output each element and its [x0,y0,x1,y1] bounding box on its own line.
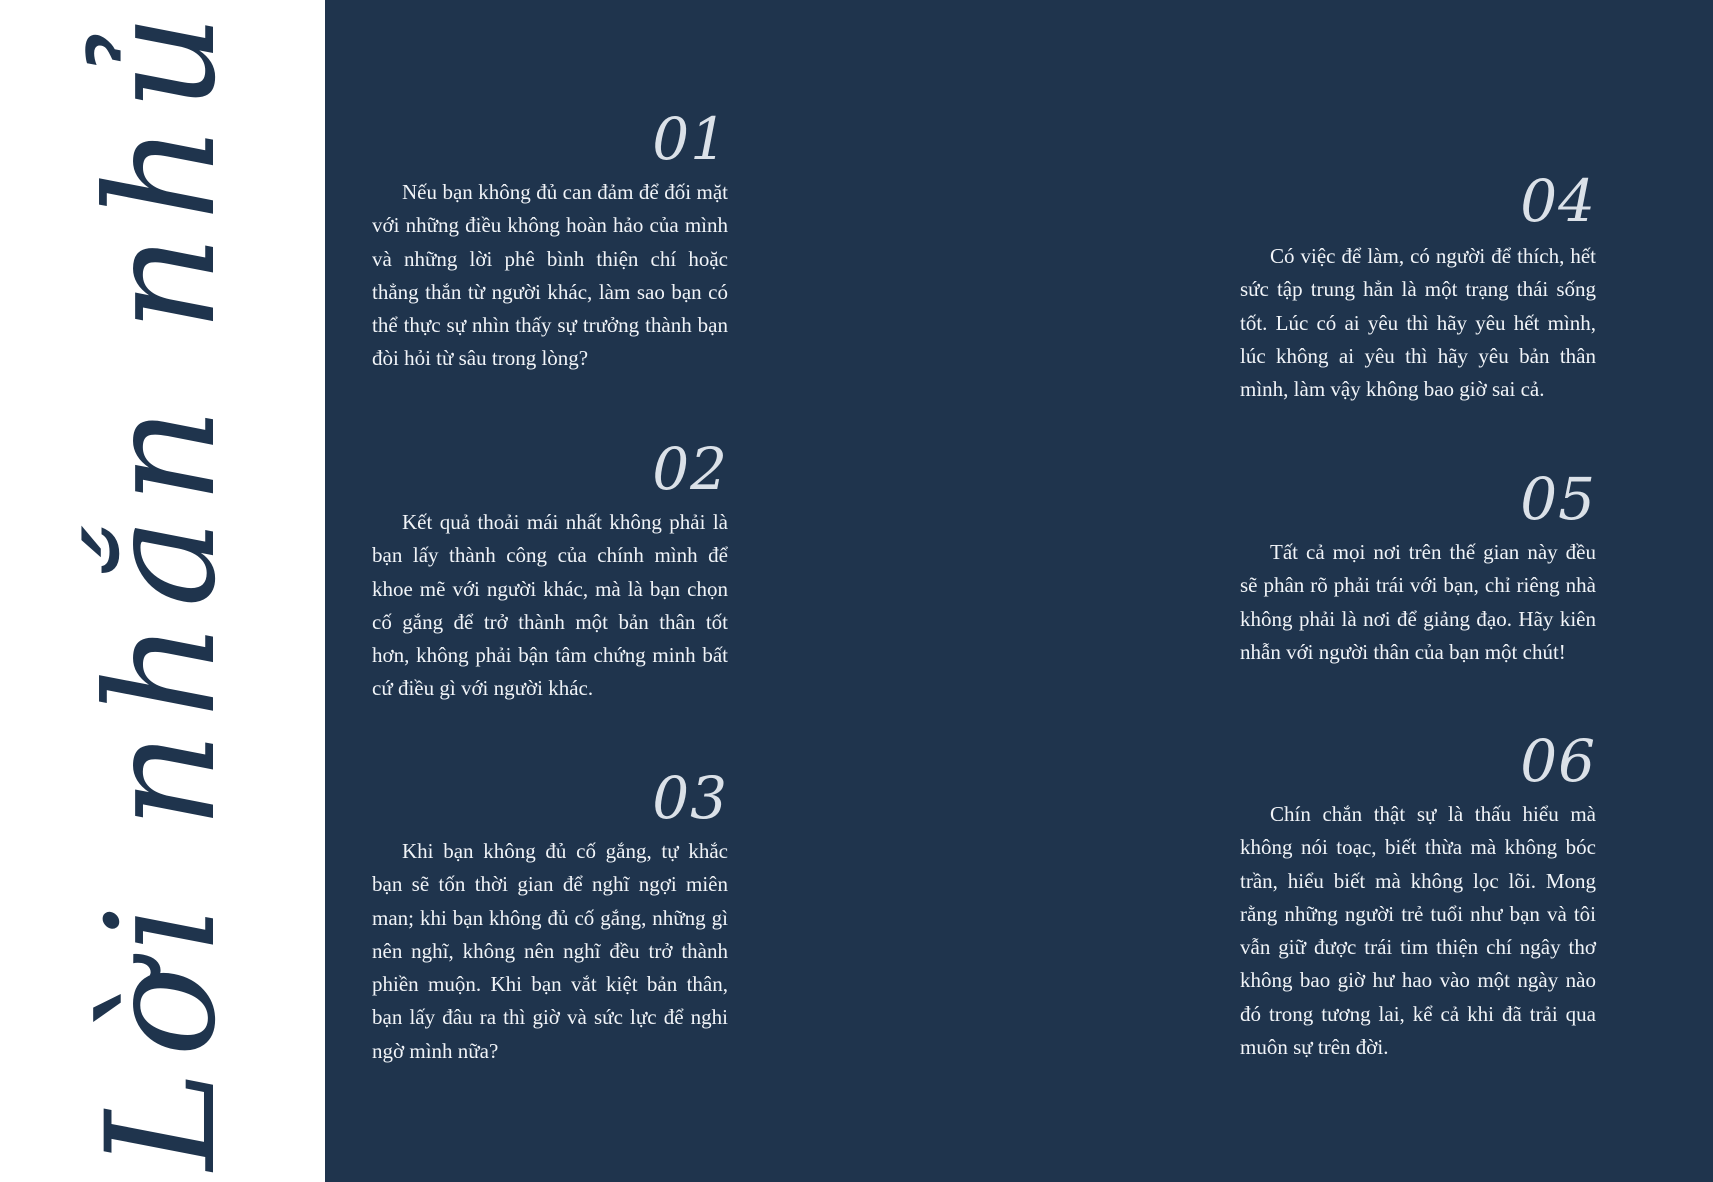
note-number: 05 [1520,465,1596,533]
page-title: Lời nhắn nhủ [75,0,249,1171]
note-text: Nếu bạn không đủ can đảm để đối mặt với những điều không hoàn hảo của mình và những lời phê bình thiện chí hoặc thẳng thắn từ người khác, làm sao bạn có thể thực sự nhìn thấy sự trưởng thành bạn đòi hỏi từ sâu trong lòng? [372,180,728,371]
note-block-05 [1240,465,1596,669]
note-text: Khi bạn không đủ cố gắng, tự khắc bạn sẽ tốn thời gian để nghĩ ngợi miên man; khi bạn không đủ cố gắng, những gì nên nghĩ, không nên nghĩ đều trở thành phiền muộn. Khi bạn vắt kiệt bản thân, bạn lấy đâu ra thì giờ và sức lực để nghi ngờ mình nữa? [372,839,728,1063]
note-text: Tất cả mọi nơi trên thế gian này đều sẽ phân rõ phải trái với bạn, chỉ riêng nhà không phải là nơi để giảng đạo. Hãy kiên nhẫn với người thân của bạn một chút! [1240,540,1596,664]
note-number: 06 [1520,727,1596,795]
note-block-01 [372,105,728,376]
note-text: Có việc để làm, có người để thích, hết sức tập trung hẳn là một trạng thái sống tốt. Lúc có ai yêu thì hãy yêu hết mình, lúc không ai yêu thì hãy yêu bản thân mình, làm vậy không bao giờ sai cả. [1240,244,1596,402]
note-number: 01 [652,105,728,173]
note-block-06 [1240,727,1596,1064]
note-number: 03 [652,764,728,832]
note-block-04 [1240,167,1596,406]
note-number: 02 [652,435,728,503]
note-text: Kết quả thoải mái nhất không phải là bạn lấy thành công của chính mình để khoe mẽ với người khác, mà là bạn chọn cố gắng để trở thành một bản thân tốt hơn, không phải bận tâm chứng minh bất cứ điều gì với người khác. [372,510,728,701]
note-number: 04 [1520,167,1596,235]
note-block-03 [372,764,728,1068]
note-text: Chín chắn thật sự là thấu hiểu mà không nói toạc, biết thừa mà không bóc trần, hiểu biết mà không lọc lõi. Mong rằng những người trẻ tuổi như bạn và tôi vẫn giữ được trái tim thiện chí ngây thơ không bao giờ hư hao vào một ngày nào đó trong tương lai, kể cả khi đã trải qua muôn sự trên đời. [1240,802,1596,1060]
title-sidebar [0,0,325,1182]
note-block-02 [372,435,728,706]
